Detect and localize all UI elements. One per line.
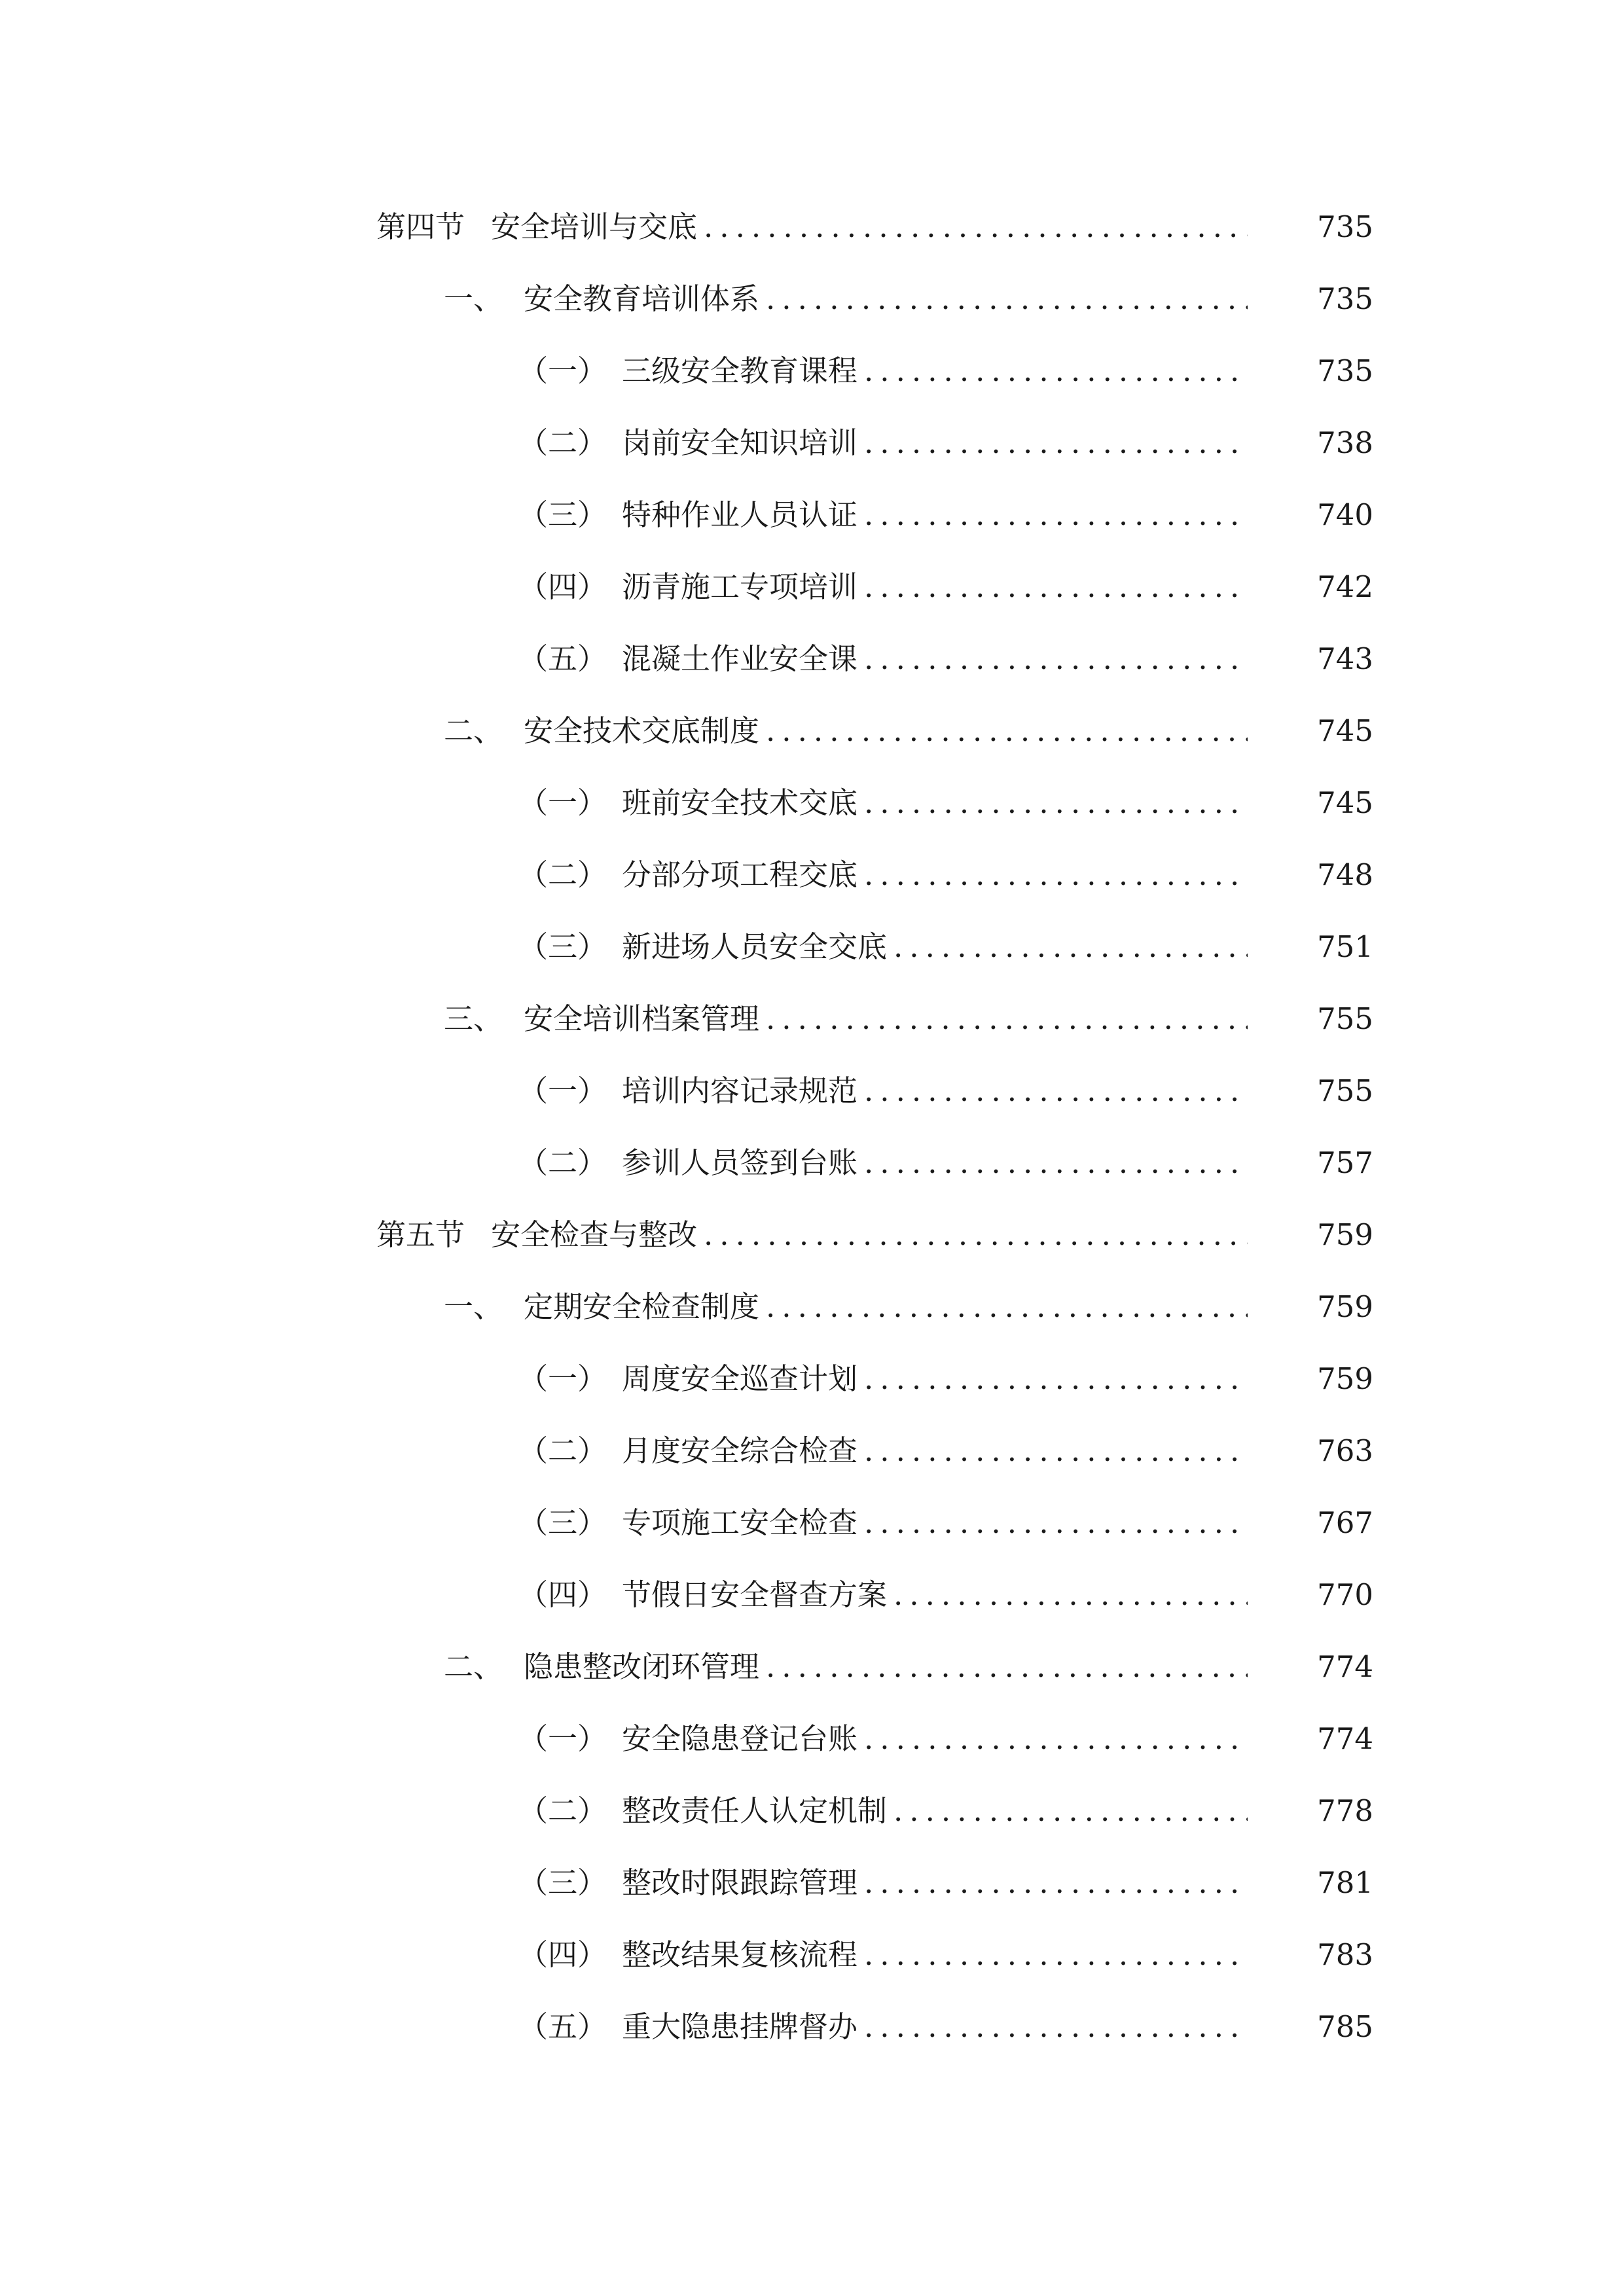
toc-entry-number: 二、 [444,1649,503,1684]
toc-entry-title: 月度安全综合检查 [622,1431,861,1471]
toc-entry-page-number: 755 [1269,1071,1373,1111]
toc-entry[interactable] [0,1993,1624,2065]
dot-leader [766,1647,1248,1687]
dot-leader [864,2007,1248,2047]
toc-entry[interactable] [0,1057,1624,1129]
toc-entry-title: 周度安全巡查计划 [622,1359,861,1399]
toc-entry-page-number: 767 [1269,1503,1373,1543]
toc-entry-page-number: 735 [1269,279,1373,319]
dot-leader [864,639,1248,679]
toc-entry[interactable] [0,1273,1624,1345]
toc-entry-title: 安全技术交底制度 [524,711,763,751]
toc-entry[interactable] [0,1777,1624,1849]
toc-entry[interactable] [0,265,1624,337]
toc-entry[interactable] [0,841,1624,913]
toc-entry-page-number: 742 [1269,567,1373,607]
toc-entry-number: （一） [518,353,607,388]
toc-entry-page-number: 774 [1269,1719,1373,1759]
dot-leader [864,783,1248,823]
toc-entry-number: （二） [518,425,607,460]
dot-leader [766,279,1248,319]
toc-entry-page-number: 743 [1269,639,1373,679]
toc-entry-number: 二、 [444,713,503,748]
dot-leader [893,1791,1248,1831]
toc-entry[interactable] [0,193,1624,265]
toc-entry-line [0,639,1624,679]
toc-entry-page-number: 755 [1269,999,1373,1039]
toc-entry-line [0,999,1624,1039]
dot-leader [864,1863,1248,1903]
toc-entry-line [0,1935,1624,1975]
toc-entry[interactable] [0,553,1624,625]
toc-entry-number: 一、 [444,281,503,316]
toc-entry-line [0,351,1624,391]
dot-leader [864,1431,1248,1471]
toc-entry-line [0,783,1624,823]
toc-entry-title: 沥青施工专项培训 [622,567,861,607]
toc-entry[interactable] [0,769,1624,841]
toc-entry-page-number: 745 [1269,783,1373,823]
toc-entry-title: 专项施工安全检查 [622,1503,861,1543]
toc-entry[interactable] [0,985,1624,1057]
toc-entry-number: （五） [518,2009,607,2044]
toc-entry-title: 岗前安全知识培训 [622,423,861,463]
toc-entry-title: 安全培训与交底 [491,207,701,247]
toc-entry[interactable] [0,1417,1624,1489]
toc-entry-title: 隐患整改闭环管理 [524,1647,763,1687]
toc-entry-number: （四） [518,1577,607,1612]
toc-entry-number: （三） [518,497,607,532]
toc-entry-number: （一） [518,1073,607,1108]
toc-entry-line [0,1503,1624,1543]
toc-entry-title: 混凝土作业安全课 [622,639,861,679]
toc-entry-line [0,1863,1624,1903]
toc-entry[interactable] [0,409,1624,481]
toc-entry-title: 安全培训档案管理 [524,999,763,1039]
toc-entry-page-number: 774 [1269,1647,1373,1687]
toc-entry-number: （三） [518,1865,607,1900]
toc-entry[interactable] [0,1201,1624,1273]
toc-entry-line [0,1575,1624,1615]
toc-entry-page-number: 770 [1269,1575,1373,1615]
toc-entry[interactable] [0,1849,1624,1921]
toc-entry-title: 参训人员签到台账 [622,1143,861,1183]
dot-leader [864,1071,1248,1111]
toc-entry[interactable] [0,1705,1624,1777]
dot-leader [864,423,1248,463]
dot-leader [864,1503,1248,1543]
toc-entry-title: 新进场人员安全交底 [622,927,891,967]
toc-entry[interactable] [0,625,1624,697]
dot-leader [893,1575,1248,1615]
dot-leader [766,999,1248,1039]
toc-entry-number: （二） [518,1145,607,1180]
dot-leader [864,1935,1248,1975]
toc-entry-page-number: 751 [1269,927,1373,967]
toc-entry[interactable] [0,1489,1624,1561]
toc-entry-number: （三） [518,1505,607,1540]
toc-entry[interactable] [0,1345,1624,1417]
toc-entry-number: （三） [518,929,607,964]
toc-entry[interactable] [0,1633,1624,1705]
dot-leader [704,1215,1248,1255]
toc-entry-line [0,1215,1624,1255]
toc-entry-line [0,1647,1624,1687]
toc-entry-number: （二） [518,1433,607,1468]
toc-entry-page-number: 757 [1269,1143,1373,1183]
toc-entry-number: （五） [518,641,607,676]
toc-entry-line [0,279,1624,319]
toc-entry-page-number: 745 [1269,711,1373,751]
toc-entry-title: 整改责任人认定机制 [622,1791,891,1831]
toc-entry-line [0,855,1624,895]
dot-leader [864,495,1248,535]
toc-entry-line [0,495,1624,535]
toc-entry-page-number: 735 [1269,207,1373,247]
toc-entry-title: 特种作业人员认证 [622,495,861,535]
toc-entry-number: （二） [518,1793,607,1828]
toc-entry-title: 安全隐患登记台账 [622,1719,861,1759]
dot-leader [893,927,1248,967]
toc-entry-page-number: 759 [1269,1215,1373,1255]
toc-entry-number: （一） [518,1721,607,1756]
toc-entry-line [0,207,1624,247]
toc-entry-page-number: 740 [1269,495,1373,535]
dot-leader [766,711,1248,751]
dot-leader [864,1143,1248,1183]
toc-entry-line [0,927,1624,967]
toc-entry-title: 安全检查与整改 [491,1215,701,1255]
toc-entry-line [0,711,1624,751]
toc-entry-line [0,423,1624,463]
toc-entry-number: （一） [518,785,607,820]
toc-entry-page-number: 763 [1269,1431,1373,1471]
toc-entry-line [0,1719,1624,1759]
toc-entry-line [0,1359,1624,1399]
toc-entry-line [0,1791,1624,1831]
toc-entry-number: 第五节 [376,1217,465,1252]
toc-entry-page-number: 778 [1269,1791,1373,1831]
table-of-contents [0,193,1624,2065]
toc-entry-number: 三、 [444,1001,503,1036]
toc-entry-number: （四） [518,569,607,604]
toc-entry-title: 重大隐患挂牌督办 [622,2007,861,2047]
dot-leader [704,207,1248,247]
toc-entry[interactable] [0,337,1624,409]
toc-entry-page-number: 759 [1269,1359,1373,1399]
toc-entry-number: 第四节 [376,209,465,244]
dot-leader [864,855,1248,895]
dot-leader [864,351,1248,391]
toc-entry[interactable] [0,697,1624,769]
toc-entry-title: 班前安全技术交底 [622,783,861,823]
toc-entry-page-number: 785 [1269,2007,1373,2047]
toc-entry[interactable] [0,1561,1624,1633]
dot-leader [766,1287,1248,1327]
toc-entry-title: 整改结果复核流程 [622,1935,861,1975]
toc-entry-line [0,2007,1624,2047]
toc-entry-line [0,1287,1624,1327]
toc-entry-page-number: 735 [1269,351,1373,391]
toc-entry-number: （二） [518,857,607,892]
toc-entry-line [0,1143,1624,1183]
toc-entry-line [0,1431,1624,1471]
toc-entry[interactable] [0,481,1624,553]
toc-entry-page-number: 738 [1269,423,1373,463]
toc-entry-title: 安全教育培训体系 [524,279,763,319]
dot-leader [864,567,1248,607]
toc-entry-title: 培训内容记录规范 [622,1071,861,1111]
toc-entry-title: 三级安全教育课程 [622,351,861,391]
toc-entry-page-number: 759 [1269,1287,1373,1327]
toc-entry[interactable] [0,913,1624,985]
dot-leader [864,1719,1248,1759]
toc-entry-line [0,567,1624,607]
toc-entry-line [0,1071,1624,1111]
toc-entry-title: 分部分项工程交底 [622,855,861,895]
toc-entry[interactable] [0,1129,1624,1201]
toc-entry[interactable] [0,1921,1624,1993]
toc-entry-title: 整改时限跟踪管理 [622,1863,861,1903]
toc-entry-page-number: 781 [1269,1863,1373,1903]
toc-entry-title: 定期安全检查制度 [524,1287,763,1327]
toc-entry-number: （四） [518,1937,607,1972]
toc-entry-page-number: 748 [1269,855,1373,895]
dot-leader [864,1359,1248,1399]
toc-entry-page-number: 783 [1269,1935,1373,1975]
toc-entry-number: 一、 [444,1289,503,1324]
toc-entry-title: 节假日安全督查方案 [622,1575,891,1615]
toc-entry-number: （一） [518,1361,607,1396]
